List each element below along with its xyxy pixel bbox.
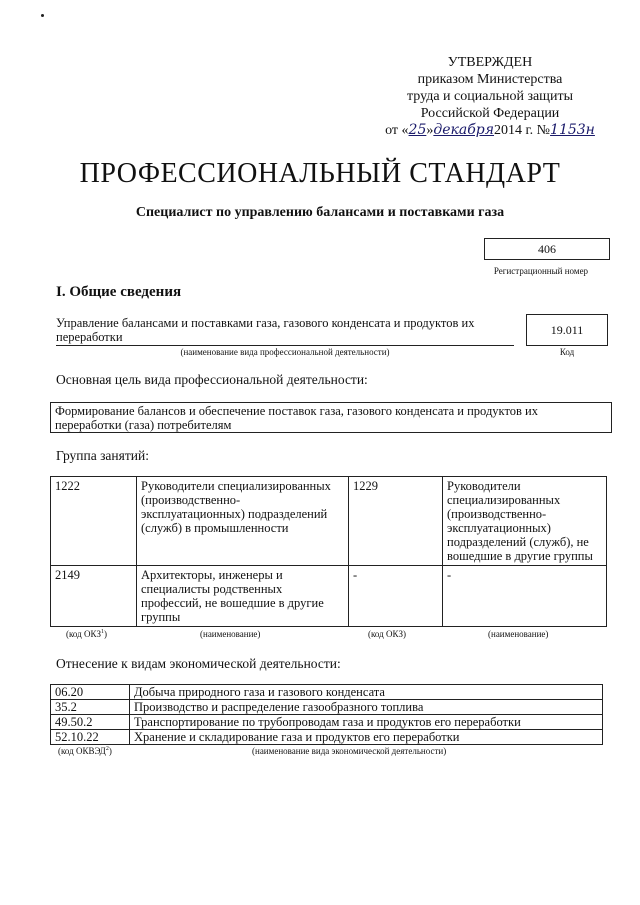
table-row — [51, 730, 603, 745]
approval-line1: УТВЕРЖДЕН — [447, 55, 533, 70]
activity-name: Управление балансами и поставками газа, газового конденсата и продуктов их переработки — [56, 316, 514, 346]
okz-name-cell: Руководители специализированных (производственно-эксплуатационных) подразделений (служб) в промышленности — [137, 477, 349, 566]
okz-code-cell: 1229 — [349, 477, 443, 566]
table-row — [51, 566, 607, 627]
activity-code-box: 19.011 — [526, 314, 608, 346]
section-heading: I. Общие сведения — [56, 284, 182, 300]
economic-activity-label: Отнесение к видам экономической деятельности: — [56, 656, 341, 671]
okz-name-cell: Архитекторы, инженеры и специалисты родственных профессий, не вошедшие в другие группы — [137, 566, 349, 627]
date-day: 25 — [408, 122, 427, 138]
approval-line4: Российской Федерации — [420, 106, 560, 121]
goal-box: Формирование балансов и обеспечение поставок газа, газового конденсата и продуктов их переработки (газа) потребителям — [50, 402, 612, 433]
okved-code-cell: 52.10.22 — [51, 730, 130, 745]
table-row — [51, 685, 603, 700]
approval-date-line — [380, 122, 600, 139]
okved-name-cell: Хранение и складирование газа и продуктов его переработки — [130, 730, 603, 745]
date-year: 2014 г. № — [494, 123, 551, 138]
date-prefix: от « — [385, 123, 409, 138]
date-month: декабря — [433, 122, 495, 138]
okz-name-caption-2: (наименование) — [488, 629, 549, 639]
okz-code-cell: 1222 — [51, 477, 137, 566]
okz-code-caption-end: ) — [104, 629, 107, 639]
activity-name-caption: (наименование вида профессиональной деятельности) — [180, 347, 390, 357]
okved-code-caption-text: (код ОКВЭД — [58, 746, 106, 756]
okved-code-caption — [58, 746, 112, 756]
approval-block — [380, 54, 600, 139]
activity-code-caption: Код — [559, 347, 575, 357]
approval-line2: приказом Министерства — [417, 72, 563, 87]
occupation-groups-label: Группа занятий: — [56, 448, 149, 463]
scan-dot — [41, 14, 44, 17]
order-number: 1153н — [550, 122, 595, 138]
economic-activity-table — [50, 684, 603, 745]
registration-number-box: 406 — [484, 238, 610, 260]
okved-code-cell: 49.50.2 — [51, 715, 130, 730]
okved-name-caption: (наименование вида экономической деятельности) — [252, 746, 447, 756]
page-subtitle: Специалист по управлению балансами и поставками газа — [135, 205, 505, 220]
okz-code-caption-2: (код ОКЗ) — [368, 629, 406, 639]
goal-label: Основная цель вида профессиональной деятельности: — [56, 372, 368, 387]
okz-name-cell: Руководители специализированных (производственно-эксплуатационных) подразделений (служб), не вошедшие в другие группы — [443, 477, 607, 566]
okved-code-cell: 06.20 — [51, 685, 130, 700]
okz-name-cell: - — [443, 566, 607, 627]
okved-name-cell: Транспортирование по трубопроводам газа и продуктов его переработки — [130, 715, 603, 730]
okved-code-caption-end: ) — [108, 746, 112, 756]
okz-code-cell: - — [349, 566, 443, 627]
occupation-groups-table — [50, 476, 607, 627]
footnote-mark: 1 — [101, 629, 104, 635]
table-row — [51, 700, 603, 715]
okz-name-caption: (наименование) — [200, 629, 261, 639]
okz-code-cell: 2149 — [51, 566, 137, 627]
okved-code-cell: 35.2 — [51, 700, 130, 715]
okved-name-cell: Добыча природного газа и газового конденсата — [130, 685, 603, 700]
table-row — [51, 715, 603, 730]
okz-code-caption-text: (код ОКЗ — [66, 629, 101, 639]
okz-code-caption — [66, 629, 107, 639]
date-mid: » — [426, 123, 434, 138]
registration-number-label: Регистрационный номер — [493, 266, 589, 276]
page-title: ПРОФЕССИОНАЛЬНЫЙ СТАНДАРТ — [79, 158, 561, 189]
table-row — [51, 477, 607, 566]
approval-line3: труда и социальной защиты — [407, 89, 573, 104]
okved-name-cell: Производство и распределение газообразного топлива — [130, 700, 603, 715]
footnote-mark: 2 — [105, 746, 109, 752]
